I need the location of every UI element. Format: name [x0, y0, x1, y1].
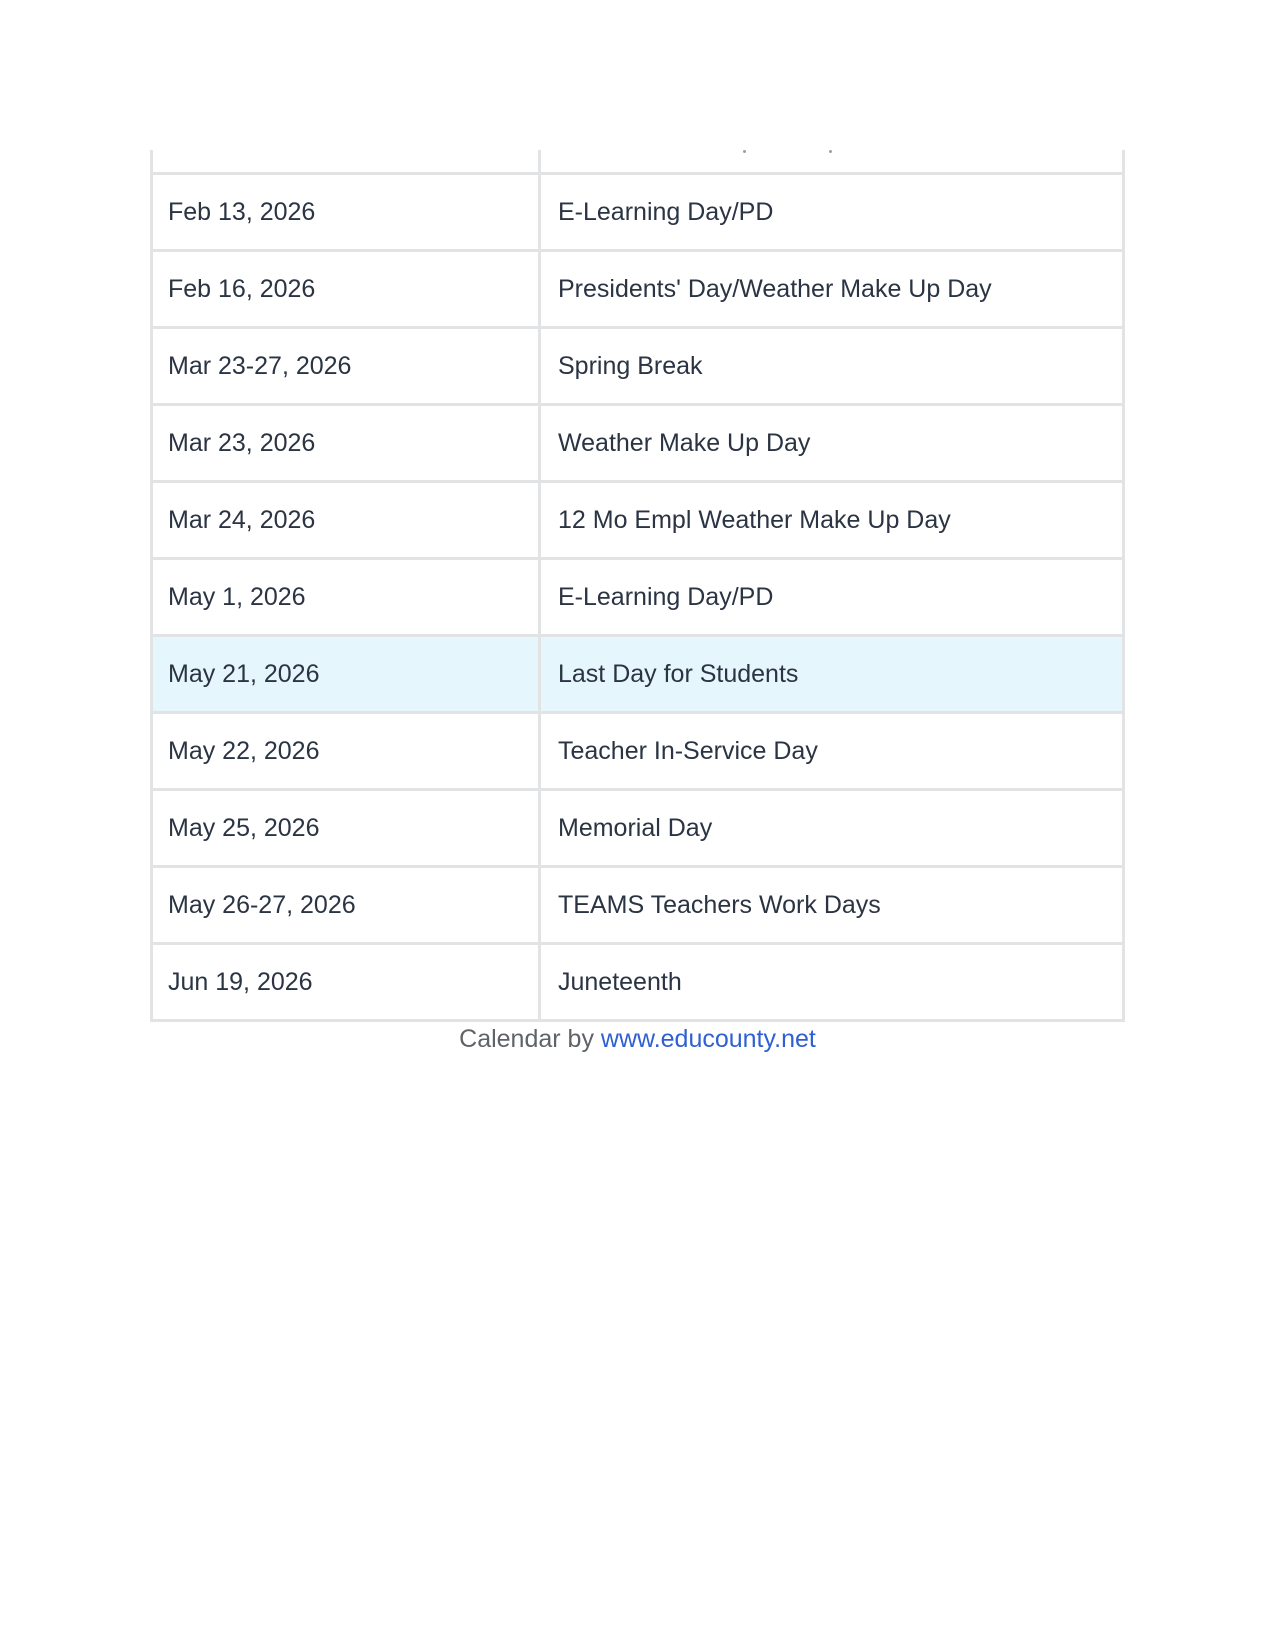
- event-cell: 12 Mo Empl Weather Make Up Day: [558, 505, 951, 534]
- table-row: [153, 406, 1122, 483]
- date-cell: Mar 23, 2026: [153, 406, 541, 480]
- date-cell: Jun 19, 2026: [153, 945, 541, 1019]
- table-row: [153, 945, 1122, 1022]
- date-cell: Mar 23-27, 2026: [153, 329, 541, 403]
- calendar-credit: [0, 1025, 1275, 1054]
- date-cell: May 22, 2026: [153, 714, 541, 788]
- event-cell: E-Learning Day/PD: [558, 197, 774, 226]
- table-row-highlighted: [153, 637, 1122, 714]
- table-row: [153, 483, 1122, 560]
- event-cell: Memorial Day: [558, 813, 713, 842]
- date-cell: May 26-27, 2026: [153, 868, 541, 942]
- event-cell: Weather Make Up Day: [558, 428, 811, 457]
- table-row: [153, 252, 1122, 329]
- text-fragment: [743, 150, 746, 153]
- event-cell: E-Learning Day/PD: [558, 582, 774, 611]
- date-cell: May 21, 2026: [153, 637, 541, 711]
- truncated-row: [153, 150, 1122, 175]
- date-cell: May 1, 2026: [153, 560, 541, 634]
- event-cell: Last Day for Students: [558, 659, 799, 688]
- event-cell: Spring Break: [558, 351, 703, 380]
- credit-prefix: Calendar by: [459, 1025, 594, 1053]
- date-cell: Feb 13, 2026: [153, 175, 541, 249]
- event-cell: Teacher In-Service Day: [558, 736, 818, 765]
- table-row: [153, 329, 1122, 406]
- table-row: [153, 560, 1122, 637]
- table-row: [153, 791, 1122, 868]
- date-cell: May 25, 2026: [153, 791, 541, 865]
- calendar-table: [150, 150, 1125, 1022]
- table-row: [153, 868, 1122, 945]
- event-cell: TEAMS Teachers Work Days: [558, 890, 881, 919]
- table-row: [153, 175, 1122, 252]
- date-cell: Feb 16, 2026: [153, 252, 541, 326]
- table-row: [153, 714, 1122, 791]
- event-cell: Juneteenth: [558, 967, 682, 996]
- text-fragment: [829, 150, 832, 153]
- event-cell: Presidents' Day/Weather Make Up Day: [558, 274, 992, 303]
- date-cell: Mar 24, 2026: [153, 483, 541, 557]
- educounty-link[interactable]: www.educounty.net: [600, 1025, 816, 1053]
